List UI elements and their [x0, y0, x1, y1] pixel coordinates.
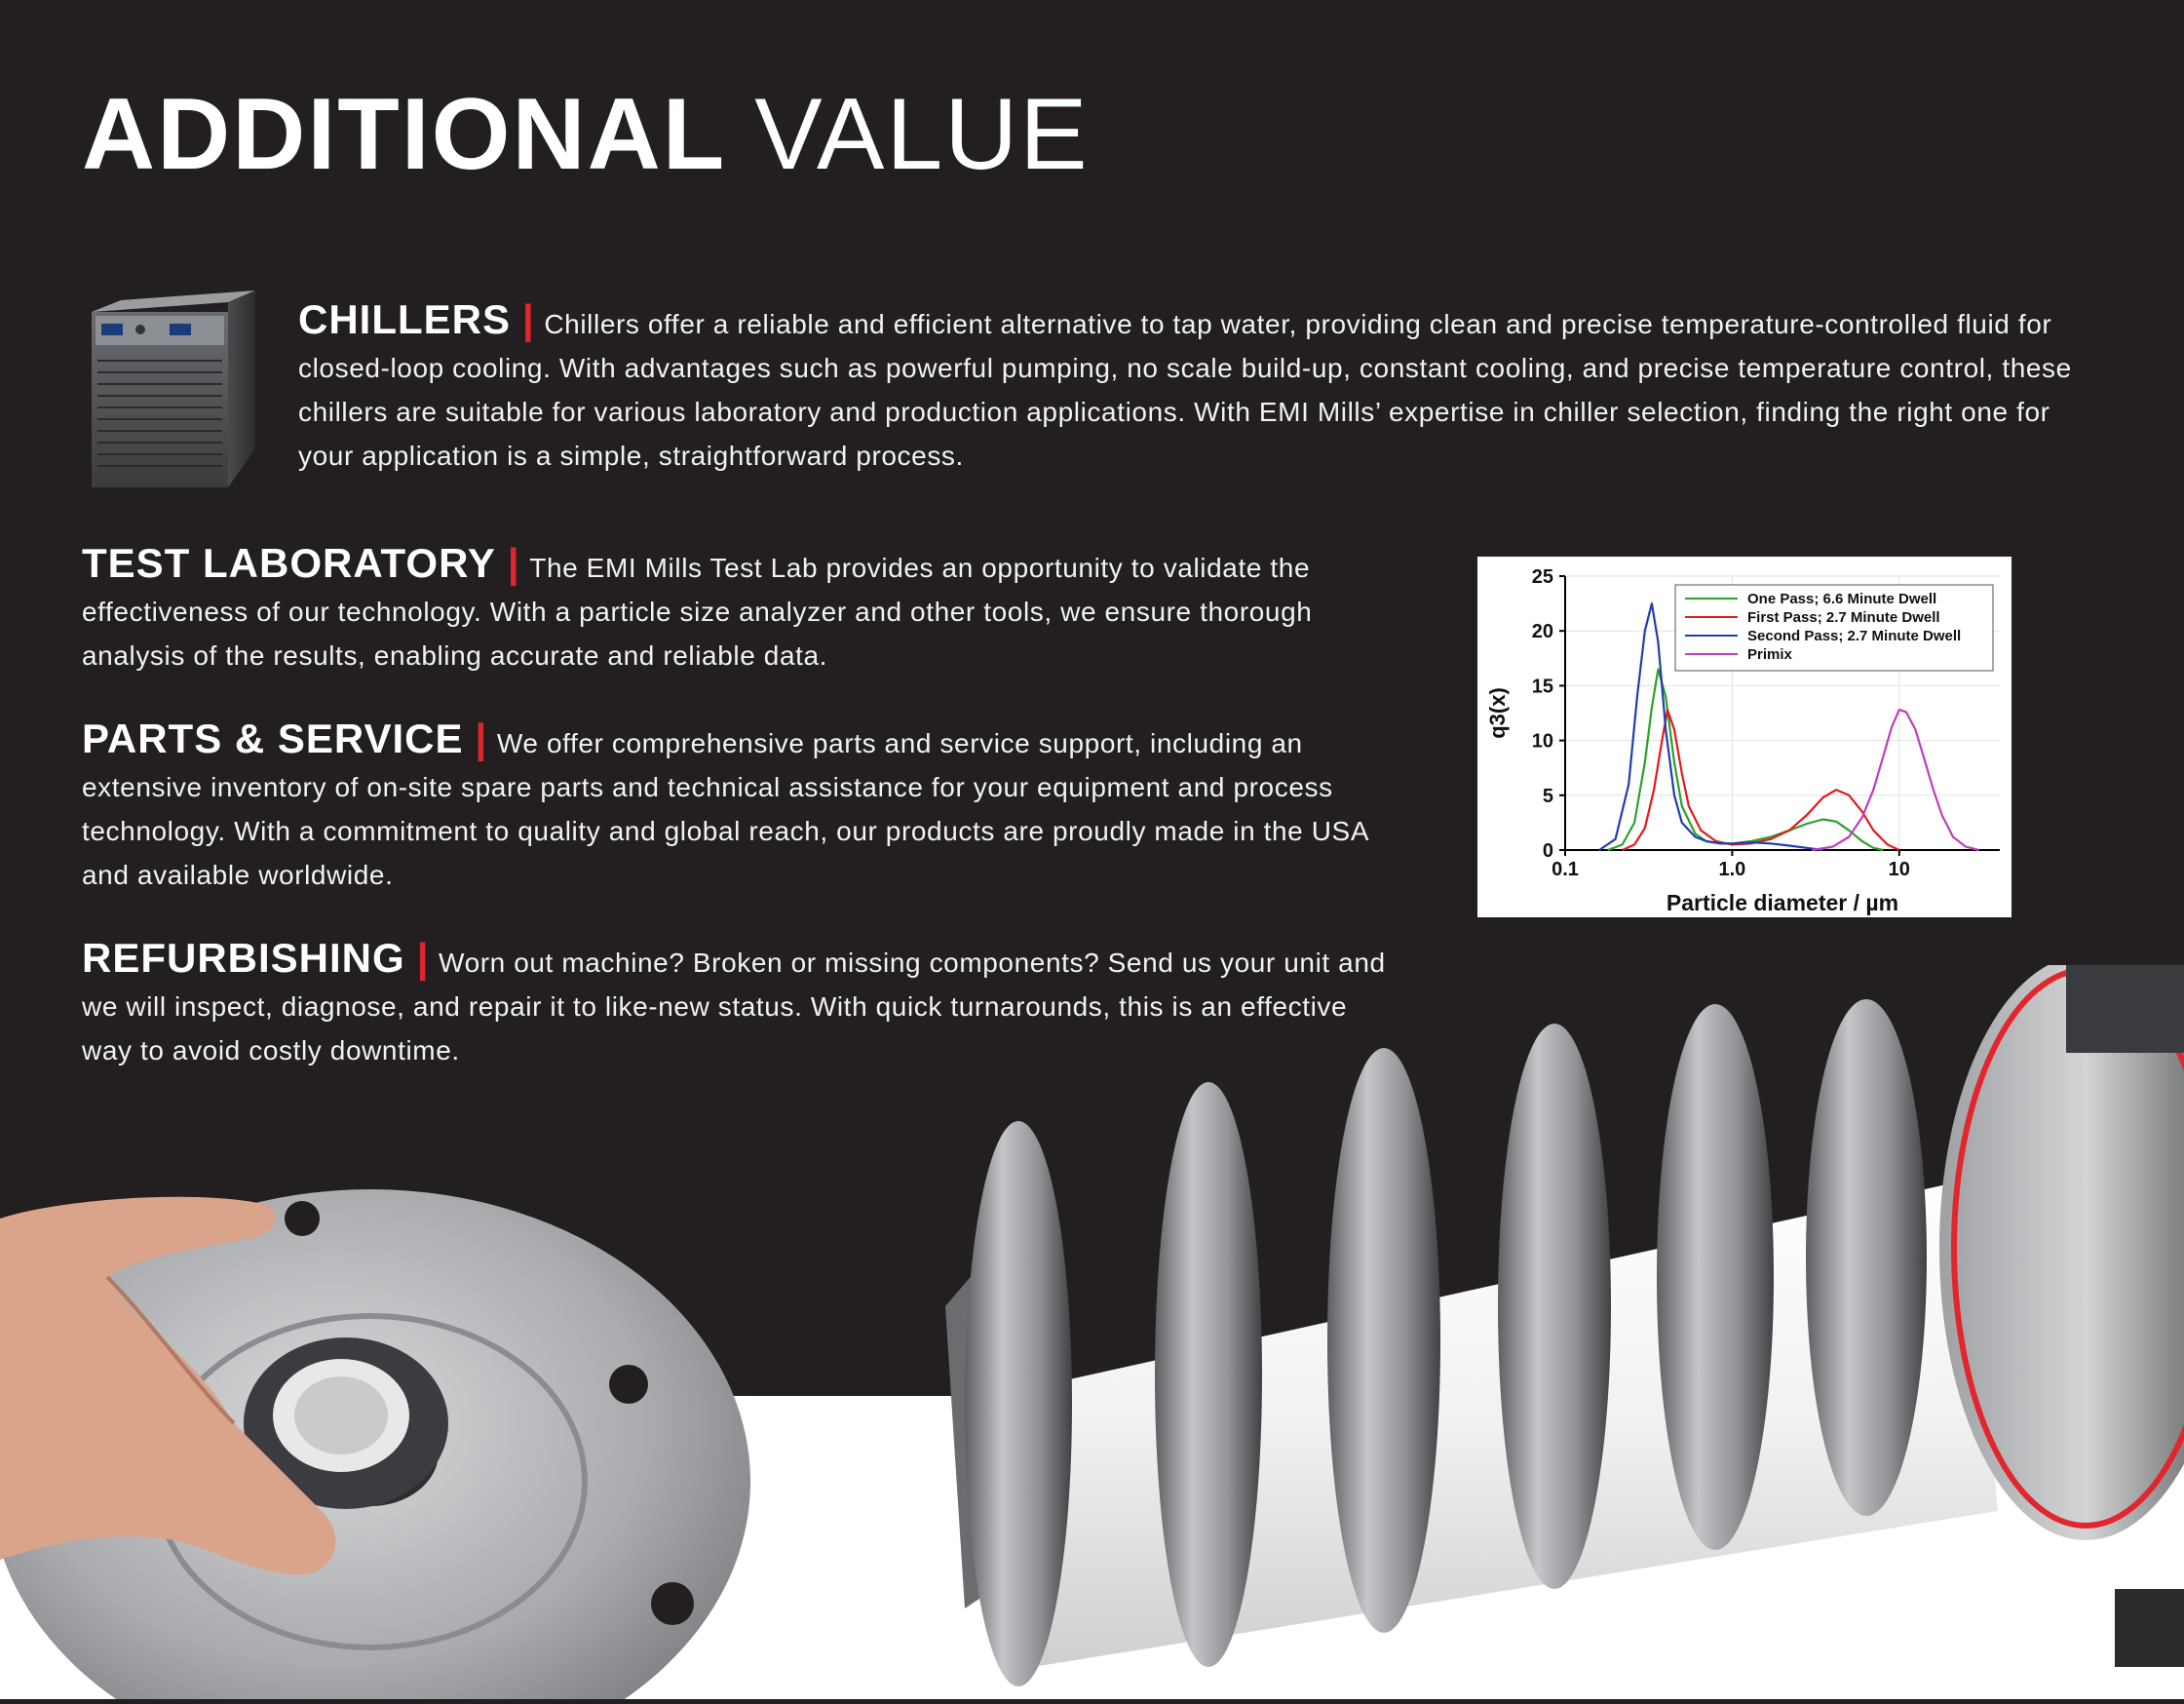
- separator-bar: |: [507, 540, 520, 586]
- section-chillers: [298, 297, 2111, 478]
- title-light: VALUE: [754, 78, 1090, 191]
- y-tick-label: 15: [1531, 676, 1553, 698]
- separator-bar: |: [475, 716, 487, 761]
- section-body: We offer comprehensive parts and service support, including an extensive inventory of on-site spare parts and technical assistance for your equipment and process technology. With a commitment to quality and global reach, our products are proudly made in the USA and available worldwide.: [82, 728, 1368, 890]
- x-tick-label: 1.0: [1718, 859, 1746, 880]
- section-parts-service: [82, 716, 1388, 897]
- section-test-laboratory: [82, 541, 1388, 678]
- series-line: [1812, 710, 1978, 850]
- legend-label: First Pass; 2.7 Minute Dwell: [1747, 609, 1940, 626]
- y-tick-label: 25: [1531, 566, 1553, 588]
- legend-label: Second Pass; 2.7 Minute Dwell: [1747, 628, 1962, 644]
- section-body: The EMI Mills Test Lab provides an opportunity to validate the effectiveness of our technology. With a particle size analyzer and other tools, we ensure thorough analysis of the results, enabling accurate and reliable data.: [82, 553, 1313, 671]
- y-tick-label: 0: [1542, 840, 1553, 862]
- y-tick-label: 5: [1542, 785, 1553, 807]
- rotor-shaft-photo: [945, 965, 2184, 1699]
- y-tick-label: 10: [1531, 730, 1553, 753]
- section-heading: REFURBISHING: [82, 935, 405, 981]
- series-line: [1623, 710, 1899, 850]
- legend-label: Primix: [1747, 646, 1792, 663]
- x-tick-label: 0.1: [1552, 859, 1579, 880]
- section-heading: PARTS & SERVICE: [82, 716, 464, 761]
- title-bold: ADDITIONAL: [82, 78, 725, 191]
- seal-flange-photo: [0, 1131, 780, 1699]
- page-title: [82, 76, 1090, 193]
- separator-bar: |: [416, 935, 430, 981]
- chiller-unit-image: [82, 283, 267, 497]
- y-tick-label: 20: [1531, 621, 1553, 643]
- section-body: Chillers offer a reliable and efficient alternative to tap water, providing clean and precise temperature-controlled fluid for closed-loop cooling. With advantages such as powerful pumping, no scale build-up, constant cooling, and precise temperature control, these chillers are suitable for various laboratory and production applications. With EMI Mills’ expertise in chiller selection, finding the right one for your application is a simple, straightforward process.: [298, 309, 2072, 471]
- particle-size-chart: [1477, 557, 2012, 917]
- x-axis-label: Particle diameter / µm: [1666, 890, 1899, 915]
- separator-bar: |: [522, 296, 535, 342]
- section-heading: TEST LABORATORY: [82, 540, 496, 586]
- chart-svg: [1477, 557, 2012, 917]
- y-axis-label: q3(x): [1485, 687, 1510, 739]
- series-line: [1608, 670, 1883, 851]
- x-tick-label: 10: [1888, 859, 1910, 880]
- section-body: Worn out machine? Broken or missing components? Send us your unit and we will inspect, diagnose, and repair it to like-new status. With quick turnarounds, this is an effective way to avoid costly downtime.: [82, 948, 1386, 1065]
- section-heading: CHILLERS: [298, 296, 511, 342]
- legend-label: One Pass; 6.6 Minute Dwell: [1747, 591, 1937, 607]
